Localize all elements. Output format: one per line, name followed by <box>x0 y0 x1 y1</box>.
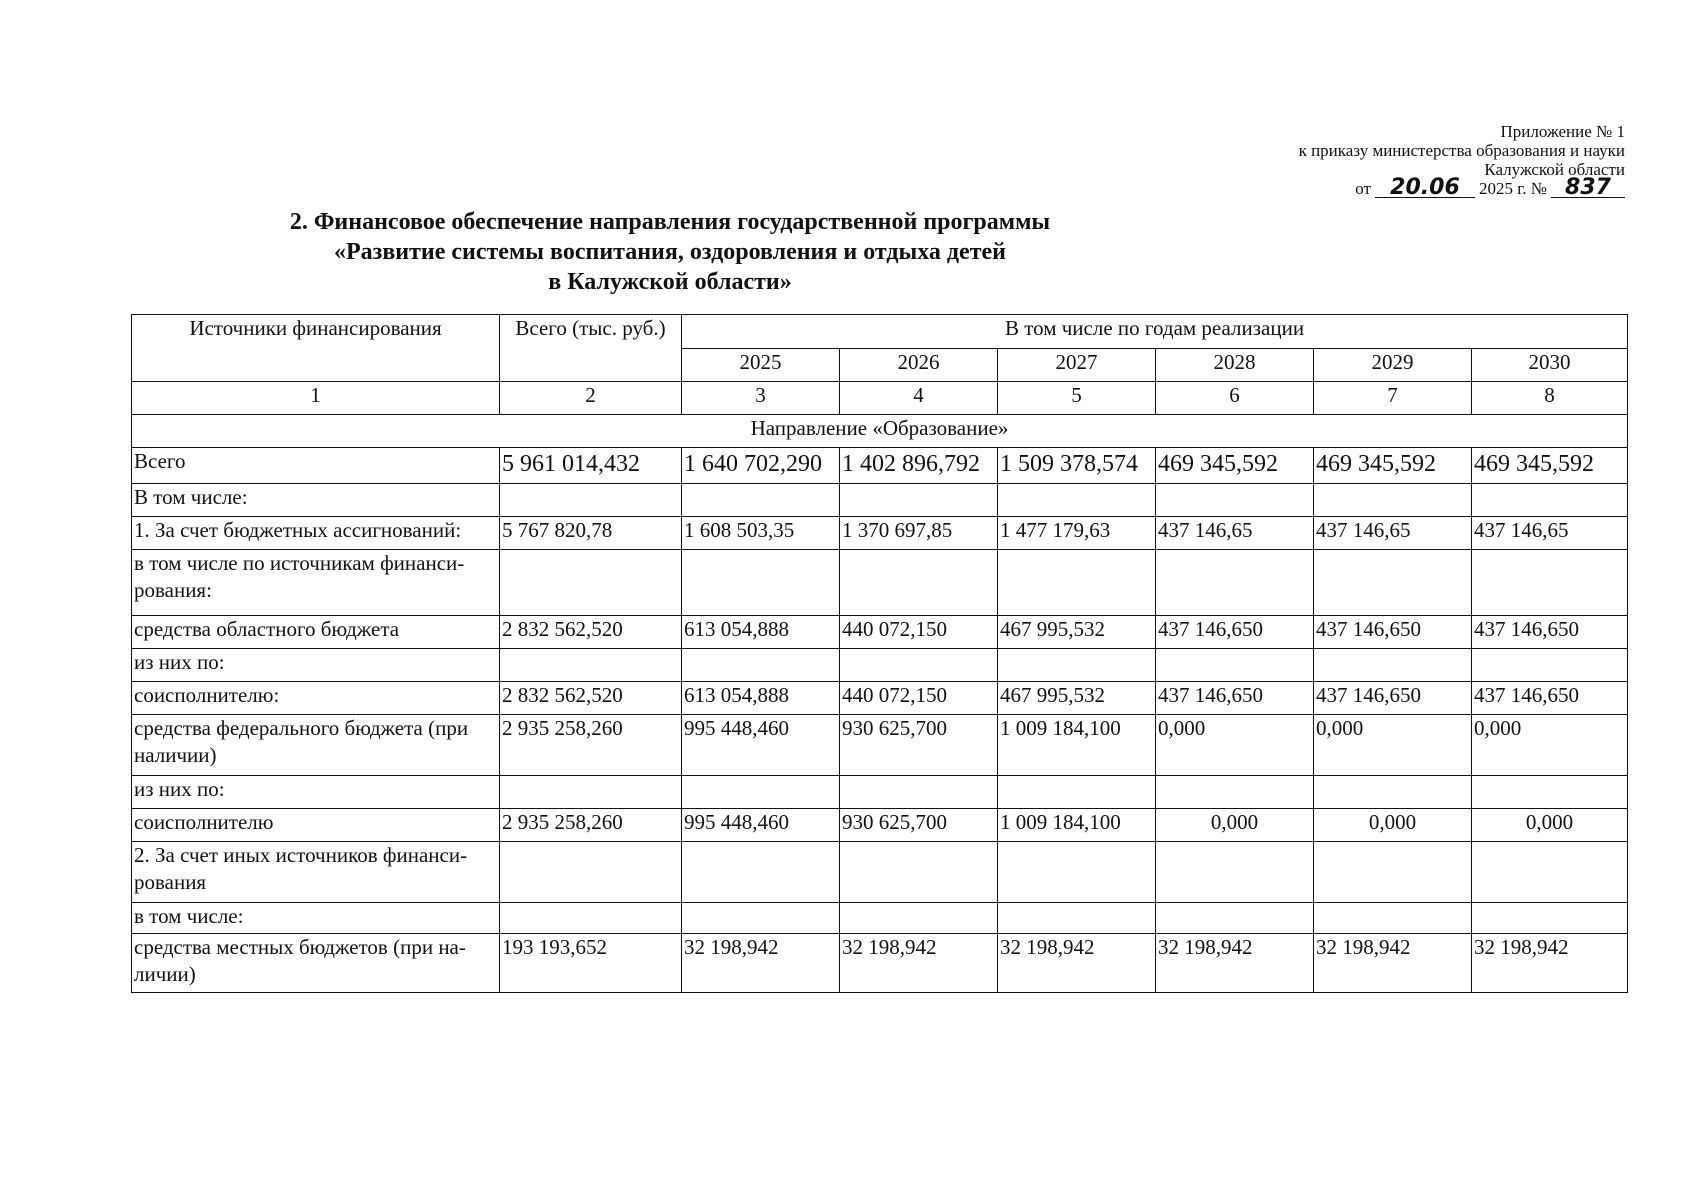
header-total: Всего (тыс. руб.) <box>500 315 682 382</box>
cell-value: 2 832 562,520 <box>500 682 682 715</box>
table-row <box>132 550 1628 616</box>
cell-value <box>1472 903 1628 934</box>
cell-value: 995 448,460 <box>682 809 840 842</box>
column-number: 5 <box>998 382 1156 415</box>
cell-value: 2 935 258,260 <box>500 809 682 842</box>
table-row <box>132 903 1628 934</box>
cell-value <box>500 649 682 682</box>
header-sources: Источники финансирования <box>132 315 500 382</box>
cell-value: 1 402 896,792 <box>840 448 998 484</box>
cell-value <box>500 842 682 903</box>
financing-table <box>131 314 1628 993</box>
cell-value <box>1472 649 1628 682</box>
table-row <box>132 809 1628 842</box>
row-label: из них по: <box>132 776 500 809</box>
cell-value <box>682 776 840 809</box>
cell-value <box>1156 649 1314 682</box>
table-row <box>132 934 1628 993</box>
table-row <box>132 776 1628 809</box>
cell-value <box>1156 842 1314 903</box>
column-number: 8 <box>1472 382 1628 415</box>
cell-value: 193 193,652 <box>500 934 682 993</box>
cell-value <box>1472 842 1628 903</box>
header-year: 2030 <box>1472 349 1628 382</box>
cell-value: 437 146,65 <box>1314 517 1472 550</box>
cell-value: 437 146,650 <box>1314 616 1472 649</box>
cell-value <box>1314 842 1472 903</box>
cell-value <box>682 649 840 682</box>
appendix-note <box>1299 122 1625 198</box>
cell-value <box>682 842 840 903</box>
cell-value: 32 198,942 <box>998 934 1156 993</box>
cell-value: 0,000 <box>1314 715 1472 776</box>
cell-value: 1 477 179,63 <box>998 517 1156 550</box>
cell-value: 2 832 562,520 <box>500 616 682 649</box>
cell-value: 995 448,460 <box>682 715 840 776</box>
cell-value: 440 072,150 <box>840 682 998 715</box>
cell-value <box>998 776 1156 809</box>
cell-value <box>998 550 1156 616</box>
row-label: средства федерального бюджета (при наличии) <box>132 715 500 776</box>
header-year: 2026 <box>840 349 998 382</box>
table-row <box>132 517 1628 550</box>
cell-value: 930 625,700 <box>840 715 998 776</box>
cell-value: 467 995,532 <box>998 682 1156 715</box>
cell-value: 613 054,888 <box>682 616 840 649</box>
table-row <box>132 616 1628 649</box>
cell-value: 2 935 258,260 <box>500 715 682 776</box>
cell-value: 437 146,65 <box>1472 517 1628 550</box>
cell-value <box>682 903 840 934</box>
cell-value: 467 995,532 <box>998 616 1156 649</box>
cell-value: 437 146,650 <box>1472 682 1628 715</box>
table-row <box>132 448 1628 484</box>
row-label: средства местных бюджетов (при на-личии) <box>132 934 500 993</box>
title-line-1: 2. Финансовое обеспечение направления государственной программы <box>289 209 1051 235</box>
cell-value: 1 009 184,100 <box>998 715 1156 776</box>
cell-value: 0,000 <box>1156 809 1314 842</box>
cell-value: 1 640 702,290 <box>682 448 840 484</box>
year-label: 2025 г. № <box>1478 179 1547 198</box>
cell-value: 437 146,65 <box>1156 517 1314 550</box>
cell-value <box>1314 649 1472 682</box>
cell-value: 32 198,942 <box>1314 934 1472 993</box>
cell-value: 469 345,592 <box>1156 448 1314 484</box>
row-label: в том числе: <box>132 903 500 934</box>
appendix-line-3: Калужской области <box>1484 160 1625 179</box>
cell-value <box>1156 484 1314 517</box>
document-title <box>0 207 1340 297</box>
appendix-line-1: Приложение № 1 <box>1500 122 1625 141</box>
title-line-3: в Калужской области» <box>548 269 792 295</box>
cell-value <box>840 776 998 809</box>
cell-value <box>500 550 682 616</box>
table-row <box>132 484 1628 517</box>
row-label: соисполнителю: <box>132 682 500 715</box>
cell-value: 0,000 <box>1314 809 1472 842</box>
cell-value: 437 146,650 <box>1314 682 1472 715</box>
cell-value <box>998 649 1156 682</box>
cell-value <box>998 842 1156 903</box>
cell-value <box>1314 550 1472 616</box>
cell-value: 613 054,888 <box>682 682 840 715</box>
cell-value <box>998 903 1156 934</box>
cell-value: 1 509 378,574 <box>998 448 1156 484</box>
cell-value: 469 345,592 <box>1472 448 1628 484</box>
cell-value: 440 072,150 <box>840 616 998 649</box>
cell-value <box>840 550 998 616</box>
header-year: 2025 <box>682 349 840 382</box>
cell-value <box>682 550 840 616</box>
cell-value <box>1472 550 1628 616</box>
row-label: В том числе: <box>132 484 500 517</box>
appendix-line-2: к приказу министерства образования и науки <box>1298 141 1625 160</box>
header-year: 2027 <box>998 349 1156 382</box>
handwritten-order-number: 837 <box>1551 179 1625 198</box>
cell-value: 32 198,942 <box>840 934 998 993</box>
column-number: 1 <box>132 382 500 415</box>
cell-value <box>682 484 840 517</box>
cell-value <box>840 842 998 903</box>
cell-value <box>1314 484 1472 517</box>
cell-value: 469 345,592 <box>1314 448 1472 484</box>
from-label: от <box>1355 179 1371 198</box>
cell-value: 437 146,650 <box>1156 616 1314 649</box>
cell-value: 437 146,650 <box>1156 682 1314 715</box>
cell-value <box>840 484 998 517</box>
cell-value <box>1472 776 1628 809</box>
cell-value: 32 198,942 <box>1472 934 1628 993</box>
cell-value <box>500 776 682 809</box>
header-year: 2029 <box>1314 349 1472 382</box>
cell-value: 0,000 <box>1472 715 1628 776</box>
column-number: 6 <box>1156 382 1314 415</box>
cell-value <box>1156 776 1314 809</box>
title-line-2: «Развитие системы воспитания, оздоровления и отдыха детей <box>334 239 1006 265</box>
table-row <box>132 649 1628 682</box>
cell-value <box>998 484 1156 517</box>
cell-value: 32 198,942 <box>682 934 840 993</box>
cell-value: 1 370 697,85 <box>840 517 998 550</box>
row-label: Всего <box>132 448 500 484</box>
table-row <box>132 715 1628 776</box>
column-number: 4 <box>840 382 998 415</box>
cell-value <box>500 484 682 517</box>
order-date-line <box>1299 175 1625 200</box>
section-title: Направление «Образование» <box>132 415 1628 448</box>
row-label: соисполнителю <box>132 809 500 842</box>
cell-value: 1 608 503,35 <box>682 517 840 550</box>
cell-value <box>1156 550 1314 616</box>
cell-value: 437 146,650 <box>1472 616 1628 649</box>
row-label: из них по: <box>132 649 500 682</box>
cell-value <box>840 903 998 934</box>
table-row <box>132 682 1628 715</box>
column-number: 2 <box>500 382 682 415</box>
cell-value: 0,000 <box>1472 809 1628 842</box>
cell-value <box>1314 776 1472 809</box>
row-label: средства областного бюджета <box>132 616 500 649</box>
row-label: 2. За счет иных источников финанси-рования <box>132 842 500 903</box>
table-row <box>132 842 1628 903</box>
column-number: 3 <box>682 382 840 415</box>
cell-value: 32 198,942 <box>1156 934 1314 993</box>
cell-value: 1 009 184,100 <box>998 809 1156 842</box>
header-by-years: В том числе по годам реализации <box>682 315 1628 349</box>
handwritten-date: 20.06 <box>1375 179 1475 198</box>
cell-value: 930 625,700 <box>840 809 998 842</box>
cell-value <box>840 649 998 682</box>
column-number: 7 <box>1314 382 1472 415</box>
cell-value <box>1156 903 1314 934</box>
cell-value: 5 767 820,78 <box>500 517 682 550</box>
cell-value: 5 961 014,432 <box>500 448 682 484</box>
row-label: 1. За счет бюджетных ассигнований: <box>132 517 500 550</box>
cell-value <box>1314 903 1472 934</box>
cell-value <box>500 903 682 934</box>
row-label: в том числе по источникам финанси-рования: <box>132 550 500 616</box>
cell-value: 0,000 <box>1156 715 1314 776</box>
header-year: 2028 <box>1156 349 1314 382</box>
cell-value <box>1472 484 1628 517</box>
